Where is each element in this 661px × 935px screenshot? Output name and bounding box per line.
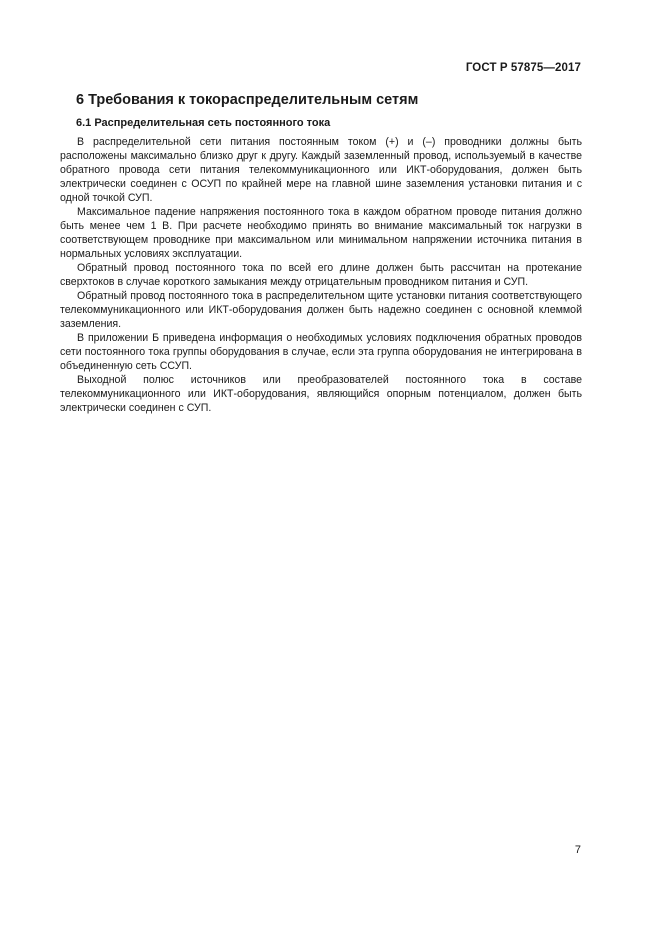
paragraph: В приложении Б приведена информация о необходимых условиях подключения обратных проводов сети постоянного тока группы оборудования в случае, если эта группа оборудования не интегрирована в объединенную сеть ССУП. <box>60 332 582 372</box>
subsection-title: 6.1 Распределительная сеть постоянного тока <box>76 117 331 129</box>
section-title: 6 Требования к токораспределительным сетям <box>76 92 419 108</box>
paragraph: Обратный провод постоянного тока по всей его длине должен быть рассчитан на протекание сверхтоков в случае короткого замыкания между отрицательным проводником питания и СУП. <box>60 262 582 288</box>
paragraph: Обратный провод постоянного тока в распределительном щите установки питания соответствующего телекоммуникационного или ИКТ-оборудования должен быть надежно соединен с основной клеммой заземления. <box>60 290 582 330</box>
document-code: ГОСТ Р 57875—2017 <box>465 62 581 74</box>
section-body <box>60 135 582 415</box>
paragraph: Выходной полюс источников или преобразователей постоянного тока в составе телекоммуникационного или ИКТ-оборудования, являющийся опорным потенциалом, должен быть электрически соединен с СУП. <box>60 374 582 414</box>
paragraph: В распределительной сети питания постоянным током (+) и (–) проводники должны быть расположены максимально близко друг к другу. Каждый заземленный провод, используемый в качестве обратного провода сети питания телекоммуникационного или ИКТ-оборудования, должен быть электрически соединен с ОСУП по крайней мере на главной шине заземления установки питания и с одной точкой СУП. <box>60 136 582 204</box>
paragraph: Максимальное падение напряжения постоянного тока в каждом обратном проводе питания должно быть менее чем 1 В. При расчете необходимо принять во внимание максимальный ток нагрузки в соответствующем проводнике при максимальном или минимальном напряжении источника питания в нормальных условиях эксплуатации. <box>60 206 582 260</box>
page-number: 7 <box>574 844 581 856</box>
